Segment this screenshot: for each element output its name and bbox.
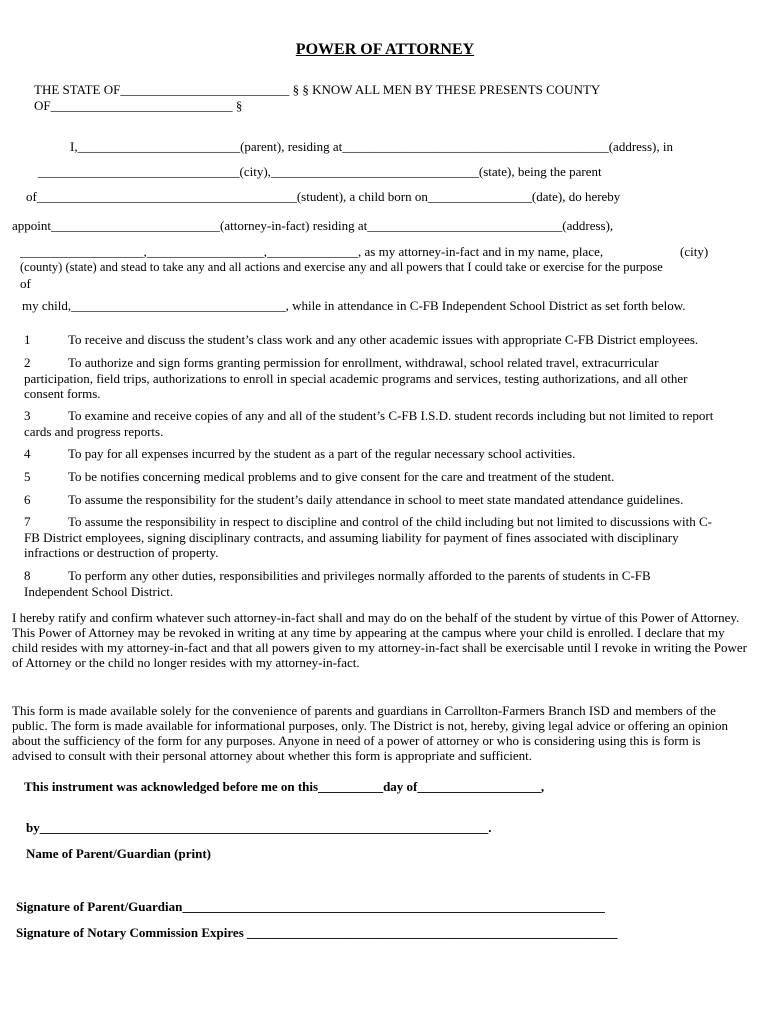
header-state-line: THE STATE OF__________________________ § § KNOW ALL MEN BY THESE PRESENTS COUNTY [34, 82, 601, 97]
county-state-line: (county) (state) and stead to take any and all actions and exercise any and all powers that I could take or exercise for the purpose [20, 260, 663, 274]
child-line [22, 298, 686, 313]
item-number: 1 [24, 332, 31, 347]
header-county-line: OF____________________________ § [34, 98, 243, 113]
disclaimer-paragraph: This form is made available solely for the convenience of parents and guardians in Carrollton-Farmers Branch ISD and members of the public. The form is made available for informational purposes, only. The District is not, hereby, giving legal advice or offering an opinion about the sufficiency of the form for any purposes. Anyone in need of a power of attorney or who is considering using this is form is advised to consult with their personal attorney about whether this form is appropriate and sufficient. [12, 703, 729, 763]
item-text: To receive and discuss the student’s class work and any other academic issues with appropriate C-FB District employees. [68, 332, 699, 347]
list-item [24, 469, 724, 485]
item-number: 6 [24, 492, 31, 507]
item-number: 7 [24, 514, 31, 529]
item-text: To assume the responsibility in respect to discipline and control of the child including but not limited to discussions with C-FB District employees, signing disciplinary contracts, and assuming liability for payment of fines associated with disciplinary infractions or destruction of property. [24, 514, 712, 560]
ratify-paragraph: I hereby ratify and confirm whatever such attorney-in-fact shall and may do on the behalf of the student by virtue of this Power of Attorney. This Power of Attorney may be revoked in writing at any time by appearing at the campus where your child is enrolled. I declare that my child resides with my attorney-in-fact and that all powers given to my attorney-in-fact shall be exercisable until I revoke in writing the Power of Attorney or the child no longer resides with my attorney-in-fact. [12, 610, 747, 670]
acknowledgement-line: This instrument was acknowledged before me on this__________day of___________________, [24, 779, 545, 794]
by-line: by_____________________________________________________________________. [26, 820, 492, 835]
notary-signature-line: Signature of Notary Commission Expires _________________________________________________________ [16, 925, 618, 940]
item-text: To be notifies concerning medical problems and to give consent for the care and treatment of the student. [68, 469, 615, 484]
item-text: To assume the responsibility for the student’s daily attendance in school to meet state mandated attendance guidelines. [68, 492, 684, 507]
parent-line: I,_________________________(parent), residing at_________________________________________(address), in [70, 139, 673, 154]
item-number: 2 [24, 355, 31, 370]
city-label: (city) [680, 244, 709, 259]
item-text: To examine and receive copies of any and all of the student’s C-FB I.S.D. student records including but not limited to report cards and progress reports. [24, 408, 714, 439]
parent-signature-line: Signature of Parent/Guardian_________________________________________________________________ [16, 899, 605, 914]
item-text: To authorize and sign forms granting permission for enrollment, withdrawal, school related travel, extracurricular participation, field trips, authorizations to enroll in special academic programs and services, testing authorizations, and all other consent forms. [24, 355, 688, 401]
list-item [24, 568, 704, 599]
child-line-end: forth below. [622, 298, 686, 313]
of-line: of [20, 276, 31, 291]
item-text: To perform any other duties, responsibilities and privileges normally afforded to the parents of students in C-FB Independent School District. [24, 568, 651, 599]
item-number: 8 [24, 568, 31, 583]
list-item [24, 408, 714, 439]
city-state-line: _______________________________(city),________________________________(state), being the parent [38, 164, 602, 179]
list-item [24, 355, 714, 402]
item-number: 5 [24, 469, 31, 484]
list-item [24, 332, 724, 348]
name-label: Name of Parent/Guardian (print) [26, 846, 211, 861]
item-number: 3 [24, 408, 31, 423]
list-item [24, 492, 724, 508]
place-line: ___________________,__________________,______________, as my attorney-in-fact and in my name, place, [20, 244, 604, 259]
student-line: of________________________________________(student), a child born on________________(date), do hereby [26, 189, 621, 204]
child-line-text: my child,_________________________________, while in attendance in C-FB Independent School District as set [22, 298, 620, 313]
list-item [24, 446, 724, 462]
item-number: 4 [24, 446, 31, 461]
document-title: POWER OF ATTORNEY [295, 41, 475, 58]
list-item [24, 514, 714, 561]
item-text: To pay for all expenses incurred by the student as a part of the regular necessary school activities. [68, 446, 576, 461]
appoint-line: appoint__________________________(attorney-in-fact) residing at______________________________(address), [12, 218, 614, 233]
